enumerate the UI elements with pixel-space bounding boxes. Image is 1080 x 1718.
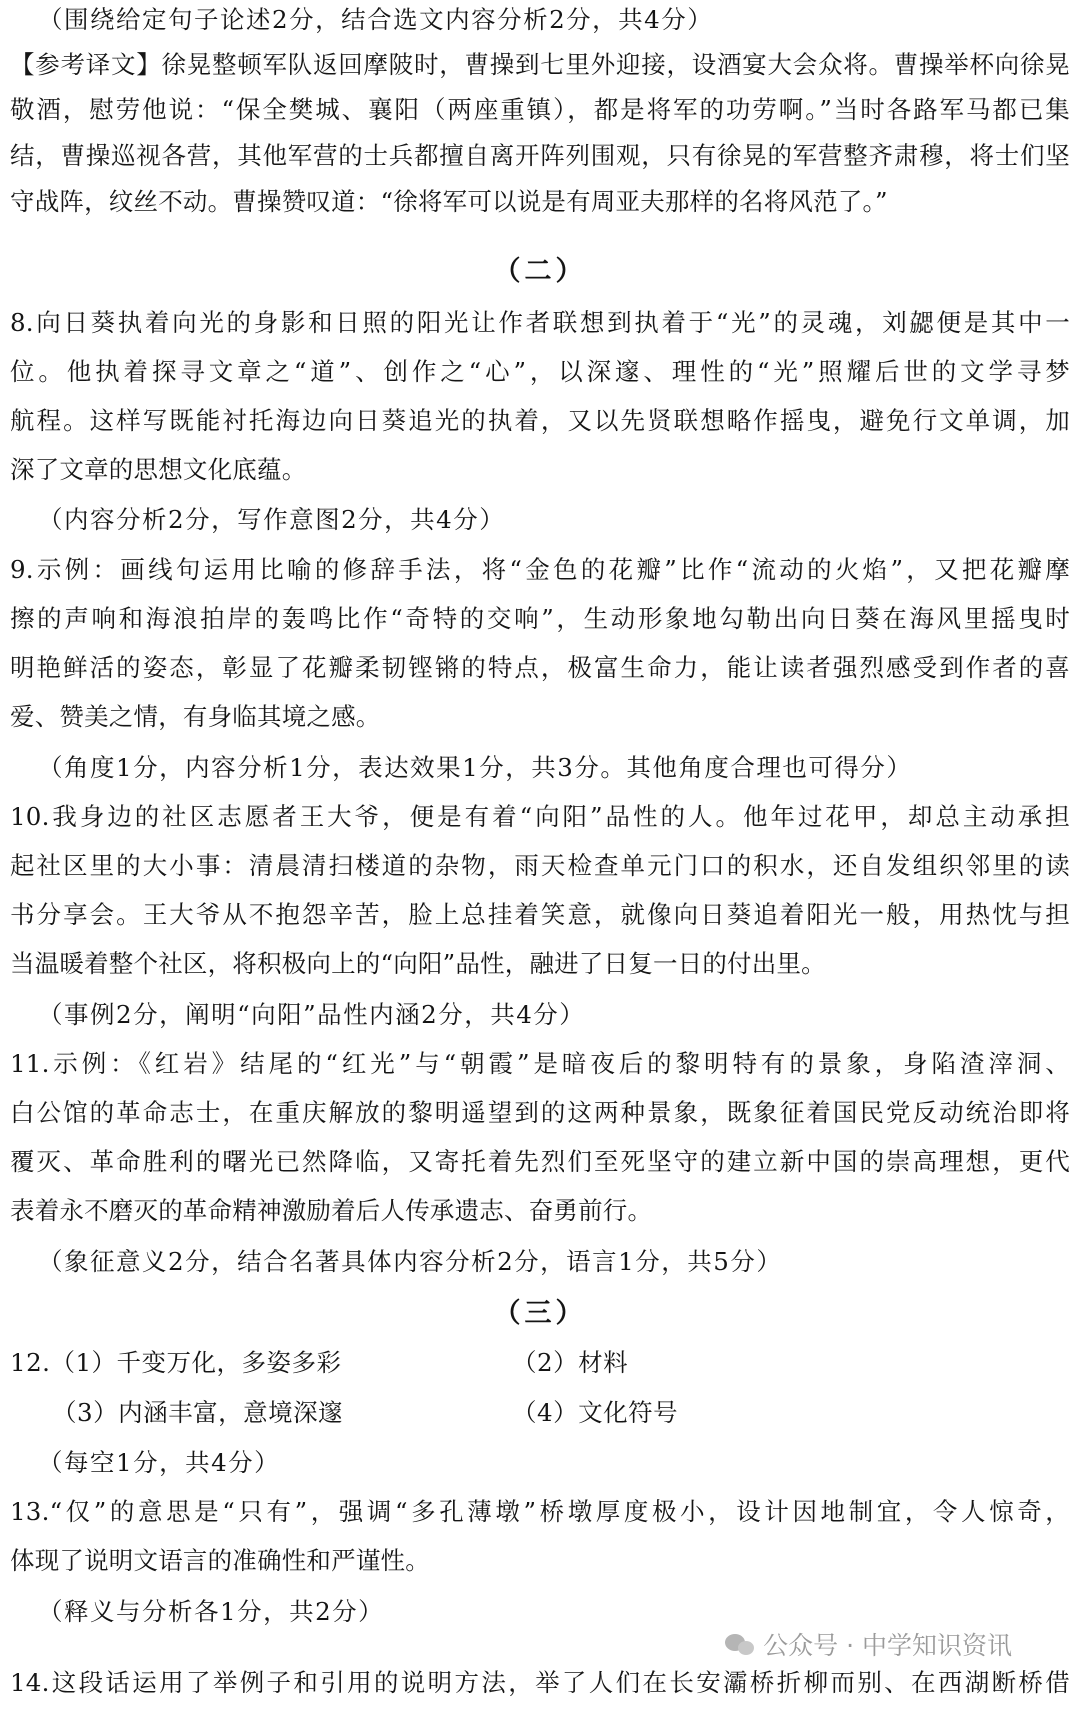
answer-9-line: 明艳鲜活的姿态，彰显了花瓣柔韧铿锵的特点，极富生命力，能让读者强烈感受到作者的喜: [10, 653, 1070, 682]
section-heading-3: （三）: [493, 1298, 587, 1329]
answer-12-item-3: （3）内涵丰富，意境深邃: [52, 1398, 344, 1427]
answer-10-line: 当温暖着整个社区，将积极向上的“向阳”品性，融进了日复一日的付出里。: [10, 949, 826, 978]
answer-12-item-1: 12.（1）千变万化，多姿多彩: [10, 1348, 342, 1377]
answer-12-item-2: （2）材料: [512, 1348, 629, 1377]
watermark-text: 公众号 · 中学知识资讯: [763, 1631, 1012, 1660]
answer-8-line: 8.向日葵执着向光的身影和日照的阳光让作者联想到执着于“光”的灵魂，刘勰便是其中一: [10, 308, 1070, 337]
score-note: （事例2分，阐明“向阳”品性内涵2分，共4分）: [38, 1000, 586, 1029]
answer-10-line: 起社区里的大小事：清晨清扫楼道的杂物，雨天检查单元门口的积水，还自发组织邻里的读: [10, 851, 1070, 880]
answer-13-line: 体现了说明文语言的准确性和严谨性。: [10, 1546, 430, 1575]
answer-13-line: 13.“仅”的意思是“只有”，强调“多孔薄墩”桥墩厚度极小，设计因地制宜，令人惊奇，: [10, 1497, 1070, 1526]
answer-9-line: 爱、赞美之情，有身临其境之感。: [10, 702, 381, 731]
score-note: （角度1分，内容分析1分，表达效果1分，共3分。其他角度合理也可得分）: [38, 753, 913, 782]
score-note: （释义与分析各1分，共2分）: [38, 1597, 385, 1626]
answer-8-line: 深了文章的思想文化底蕴。: [10, 455, 307, 484]
answer-8-line: 航程。这样写既能衬托海边向日葵追光的执着，又以先贤联想略作摇曳，避免行文单调，加: [10, 406, 1070, 435]
answer-10-line: 10.我身边的社区志愿者王大爷，便是有着“向阳”品性的人。他年过花甲，却总主动承担: [10, 802, 1070, 831]
answer-11-line: 白公馆的革命志士，在重庆解放的黎明遥望到的这两种景象，既象征着国民党反动统治即将: [10, 1098, 1070, 1127]
answer-11-line: 11.示例：《红岩》结尾的“红光”与“朝霞”是暗夜后的黎明特有的景象，身陷渣滓洞、: [10, 1049, 1070, 1078]
score-note: （内容分析2分，写作意图2分，共4分）: [38, 505, 506, 534]
answer-8-line: 位。他执着探寻文章之“道”、创作之“心”，以深邃、理性的“光”照耀后世的文学寻梦: [10, 357, 1070, 386]
wechat-icon: [725, 1632, 755, 1656]
score-note: （围绕给定句子论述2分，结合选文内容分析2分，共4分）: [38, 5, 714, 34]
score-note: （每空1分，共4分）: [38, 1448, 281, 1477]
translation-line: 【参考译文】徐晃整顿军队返回摩陂时，曹操到七里外迎接，设酒宴大会众将。曹操举杯向徐晃: [10, 50, 1070, 79]
answer-11-line: 覆灭、革命胜利的曙光已然降临，又寄托着先烈们至死坚守的建立新中国的崇高理想，更代: [10, 1147, 1070, 1176]
translation-line: 敬酒，慰劳他说：“保全樊城、襄阳（两座重镇），都是将军的功劳啊。”当时各路军马都已集: [10, 95, 1070, 124]
answer-12-item-4: （4）文化符号: [512, 1398, 679, 1427]
translation-line: 结，曹操巡视各营，其他军营的士兵都擅自离开阵列围观，只有徐晃的军营整齐肃穆，将士们坚: [10, 141, 1070, 170]
translation-line: 守战阵，纹丝不动。曹操赞叹道：“徐将军可以说是有周亚夫那样的名将风范了。”: [10, 187, 888, 216]
section-heading-2: （二）: [493, 256, 587, 287]
answer-14-line: 14.这段话运用了举例子和引用的说明方法，举了人们在长安灞桥折柳而别、在西湖断桥借: [10, 1668, 1070, 1697]
answer-11-line: 表着永不磨灭的革命精神激励着后人传承遗志、奋勇前行。: [10, 1196, 653, 1225]
watermark: [725, 1626, 1012, 1662]
answer-9-line: 擦的声响和海浪拍岸的轰鸣比作“奇特的交响”，生动形象地勾勒出向日葵在海风里摇曳时: [10, 604, 1070, 633]
answer-10-line: 书分享会。王大爷从不抱怨辛苦，脸上总挂着笑意，就像向日葵追着阳光一般，用热忱与担: [10, 900, 1070, 929]
answer-9-line: 9.示例：画线句运用比喻的修辞手法，将“金色的花瓣”比作“流动的火焰”，又把花瓣摩: [10, 555, 1070, 584]
score-note: （象征意义2分，结合名著具体内容分析2分，语言1分，共5分）: [38, 1247, 783, 1276]
